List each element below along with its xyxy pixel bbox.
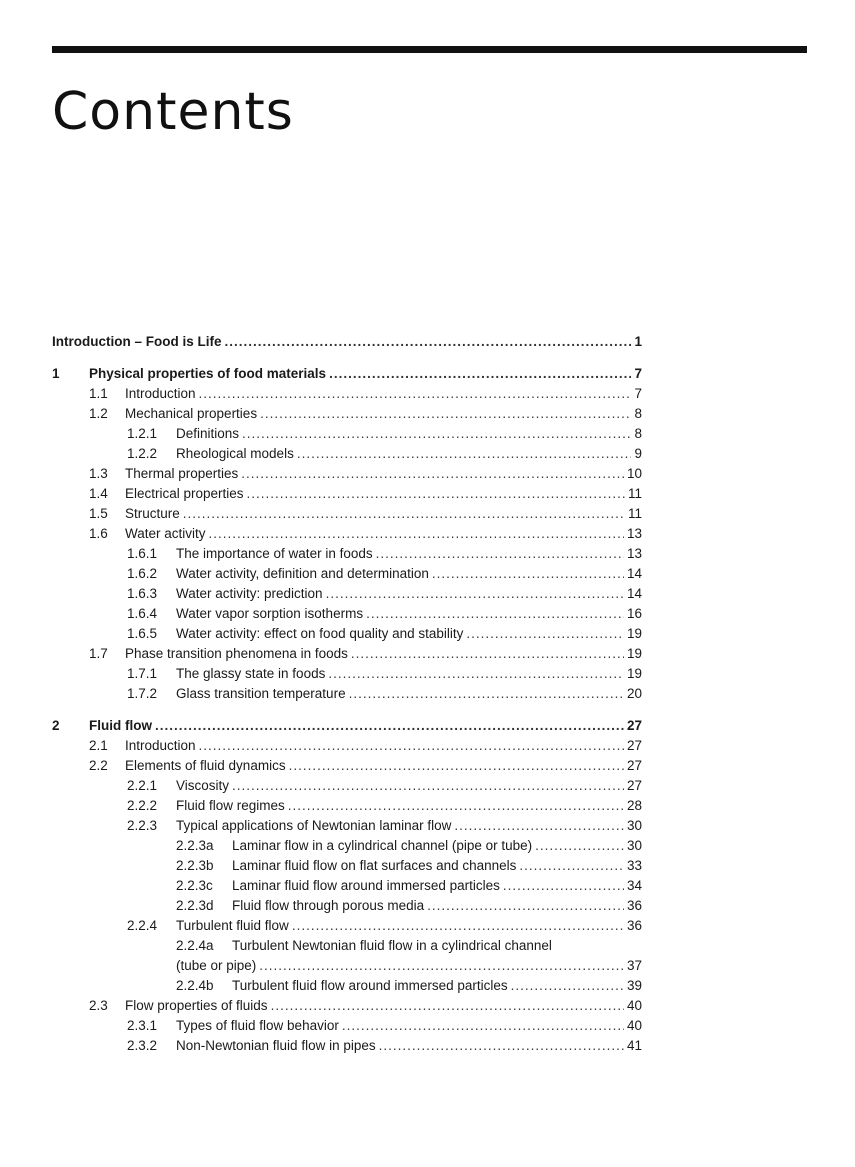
toc-page-number: 39 [626, 978, 642, 993]
toc-page-number: 28 [626, 798, 642, 813]
dot-leader [379, 1036, 624, 1056]
toc-page-number: 14 [626, 566, 642, 581]
dot-leader [351, 644, 624, 664]
dot-leader [199, 736, 624, 756]
toc-entry-title: Fluid flow through porous media [232, 898, 425, 913]
toc-entry-number: 1.5 [89, 506, 108, 521]
toc-entry-title: Water activity [125, 526, 206, 541]
toc-entry-title: Viscosity [176, 778, 230, 793]
toc-entry-title: Fluid flow regimes [176, 798, 285, 813]
dot-leader [342, 1016, 624, 1036]
toc-page-number: 13 [626, 526, 642, 541]
toc-page-number: 37 [626, 958, 642, 973]
toc-page-number: 27 [626, 738, 642, 753]
toc-entry-section [52, 464, 642, 484]
toc-page-number: 36 [626, 918, 642, 933]
dot-leader [366, 604, 624, 624]
toc-entry-chapter-1 [52, 364, 642, 384]
toc-page-number: 10 [626, 466, 642, 481]
toc-entry-title: Elements of fluid dynamics [125, 758, 286, 773]
dot-leader [271, 996, 624, 1016]
toc-entry-title-continued: (tube or pipe) [176, 958, 257, 973]
toc-entry-title: The importance of water in foods [176, 546, 373, 561]
toc-entry-number: 2.2.1 [127, 778, 158, 793]
toc-page-number: 11 [627, 486, 642, 501]
toc-entry-subsection [52, 584, 642, 604]
toc-entry-subsection [52, 1036, 642, 1056]
toc-entry-title: Phase transition phenomena in foods [125, 646, 348, 661]
toc-page-number: 7 [634, 386, 642, 401]
toc-entry-title: Definitions [176, 426, 240, 441]
dot-leader [288, 796, 624, 816]
toc-entry-title: Mechanical properties [125, 406, 258, 421]
toc-entry-number: 1.1 [89, 386, 108, 401]
toc-entry-title: Turbulent fluid flow around immersed particles [232, 978, 508, 993]
page-title: Contents [52, 82, 294, 142]
toc-entry-section [52, 504, 642, 524]
toc-page-number: 33 [626, 858, 642, 873]
toc-entry-subsubsection [52, 936, 642, 956]
top-rule [52, 46, 807, 53]
toc-entry-section [52, 996, 642, 1016]
toc-entry-title: Introduction [125, 738, 196, 753]
toc-page-number: 30 [626, 818, 642, 833]
toc-page-number: 40 [626, 1018, 642, 1033]
toc-entry-number: 1.7.1 [127, 666, 158, 681]
toc-entry-title: Thermal properties [125, 466, 239, 481]
toc-entry-subsection [52, 424, 642, 444]
toc-entry-subsection [52, 664, 642, 684]
toc-entry-number: 2.2.3d [176, 898, 214, 913]
toc-entry-number: 2.2.3b [176, 858, 214, 873]
toc-entry-number: 2.2.3 [127, 818, 158, 833]
dot-leader [225, 332, 632, 352]
toc-page-number: 19 [626, 626, 642, 641]
dot-leader [326, 584, 624, 604]
toc-page-number: 8 [634, 426, 642, 441]
dot-leader [427, 896, 624, 916]
toc-page-number: 7 [634, 366, 642, 381]
dot-leader [289, 756, 624, 776]
toc-entry-title: Rheological models [176, 446, 294, 461]
toc-entry-number: 1.3 [89, 466, 108, 481]
dot-leader [259, 956, 624, 976]
toc-entry-section [52, 484, 642, 504]
toc-entry-subsubsection [52, 976, 642, 996]
toc-page-number: 27 [626, 778, 642, 793]
dot-leader [432, 564, 624, 584]
toc-page-number: 36 [626, 898, 642, 913]
toc-entry-number: 1.7.2 [127, 686, 158, 701]
toc-entry-number: 2.1 [89, 738, 108, 753]
toc-entry-number: 1.7 [89, 646, 108, 661]
toc-entry-title: Turbulent fluid flow [176, 918, 289, 933]
toc-entry-number: 1.6 [89, 526, 108, 541]
toc-entry-subsection [52, 544, 642, 564]
toc-entry-number: 2.3.2 [127, 1038, 158, 1053]
toc-entry-subsection [52, 444, 642, 464]
toc-page-number: 16 [626, 606, 642, 621]
toc-entry-subsection [52, 796, 642, 816]
toc-entry-title: The glassy state in foods [176, 666, 326, 681]
dot-leader [260, 404, 631, 424]
dot-leader [535, 836, 624, 856]
toc-entry-section [52, 756, 642, 776]
toc-page-number: 40 [626, 998, 642, 1013]
toc-entry-subsubsection [52, 836, 642, 856]
dot-leader [199, 384, 632, 404]
toc-entry-title: Water activity: effect on food quality and stability [176, 626, 464, 641]
toc-entry-title: Glass transition temperature [176, 686, 346, 701]
toc-entry-subsection [52, 1016, 642, 1036]
toc-entry-title: Water activity, definition and determination [176, 566, 429, 581]
toc-entry-title: Water vapor sorption isotherms [176, 606, 364, 621]
toc-entry-title: Flow properties of fluids [125, 998, 268, 1013]
toc-page-number: 19 [626, 646, 642, 661]
toc-entry-subsection [52, 564, 642, 584]
toc-entry-number: 1.2.2 [127, 446, 158, 461]
toc-entry-section [52, 644, 642, 664]
toc-page-number: 34 [626, 878, 642, 893]
toc-page-number: 30 [626, 838, 642, 853]
dot-leader [232, 776, 624, 796]
toc-entry-section [52, 384, 642, 404]
dot-leader [241, 464, 624, 484]
toc-entry-number: 1.6.2 [127, 566, 158, 581]
toc-entry-number: 2 [52, 718, 60, 733]
toc-entry-title: Introduction – Food is Life [52, 334, 222, 349]
dot-leader [209, 524, 624, 544]
dot-leader [292, 916, 624, 936]
toc-entry-subsubsection [52, 856, 642, 876]
toc-page-number: 8 [634, 406, 642, 421]
toc-entry-title: Introduction [125, 386, 196, 401]
toc-entry-number: 2.2.4 [127, 918, 158, 933]
toc-entry-subsection [52, 816, 642, 836]
toc-entry-subsection [52, 776, 642, 796]
toc-entry-subsubsection [52, 876, 642, 896]
toc-page-number: 27 [626, 718, 642, 733]
toc-page-number: 19 [626, 666, 642, 681]
toc-entry-subsection [52, 684, 642, 704]
toc-entry-number: 2.2.2 [127, 798, 158, 813]
toc-entry-number: 2.3 [89, 998, 108, 1013]
toc-entry-number: 1.6.5 [127, 626, 158, 641]
toc-entry-number: 1.4 [89, 486, 108, 501]
toc-entry-introduction [52, 332, 642, 352]
dot-leader [247, 484, 625, 504]
toc-entry-title: Fluid flow [89, 718, 152, 733]
toc-page-number: 9 [634, 446, 642, 461]
toc-entry-subsection [52, 916, 642, 936]
toc-page-number: 14 [626, 586, 642, 601]
toc-entry-number: 2.2.3a [176, 838, 214, 853]
dot-leader [376, 544, 624, 564]
table-of-contents [52, 332, 642, 1056]
toc-page-number: 27 [626, 758, 642, 773]
toc-page-number: 20 [626, 686, 642, 701]
toc-entry-title: Laminar flow in a cylindrical channel (pipe or tube) [232, 838, 533, 853]
toc-entry-subsection [52, 624, 642, 644]
toc-entry-number: 1.6.3 [127, 586, 158, 601]
toc-entry-number: 2.2 [89, 758, 108, 773]
toc-entry-number: 2.2.3c [176, 878, 213, 893]
toc-entry-subsubsection [52, 896, 642, 916]
toc-entry-section [52, 736, 642, 756]
dot-leader [183, 504, 625, 524]
toc-entry-title: Non-Newtonian fluid flow in pipes [176, 1038, 376, 1053]
toc-entry-number: 1.6.4 [127, 606, 158, 621]
toc-entry-number: 2.2.4b [176, 978, 214, 993]
dot-leader [454, 816, 624, 836]
dot-leader [503, 876, 624, 896]
dot-leader [155, 716, 624, 736]
toc-entry-title: Laminar fluid flow around immersed particles [232, 878, 500, 893]
toc-entry-number: 1.2.1 [127, 426, 158, 441]
toc-entry-number: 1.6.1 [127, 546, 158, 561]
toc-entry-title: Electrical properties [125, 486, 244, 501]
toc-page-number: 1 [634, 334, 642, 349]
toc-entry-title: Structure [125, 506, 180, 521]
toc-entry-title: Types of fluid flow behavior [176, 1018, 339, 1033]
toc-page-number: 11 [627, 506, 642, 521]
dot-leader [242, 424, 631, 444]
toc-entry-title: Physical properties of food materials [89, 366, 327, 381]
toc-entry-title: Typical applications of Newtonian laminar flow [176, 818, 452, 833]
toc-entry-number: 2.3.1 [127, 1018, 158, 1033]
toc-entry-number: 1 [52, 366, 60, 381]
toc-entry-number: 2.2.4a [176, 938, 214, 953]
toc-entry-title: Laminar fluid flow on flat surfaces and channels [232, 858, 517, 873]
toc-entry-subsection [52, 604, 642, 624]
dot-leader [519, 856, 624, 876]
dot-leader [328, 664, 624, 684]
toc-entry-chapter-2 [52, 716, 642, 736]
toc-entry-title: Turbulent Newtonian fluid flow in a cylindrical channel [232, 938, 552, 953]
dot-leader [297, 444, 632, 464]
toc-entry-continuation [52, 956, 642, 976]
dot-leader [329, 364, 631, 384]
dot-leader [349, 684, 624, 704]
toc-entry-title: Water activity: prediction [176, 586, 323, 601]
toc-page-number: 41 [626, 1038, 642, 1053]
toc-entry-number: 1.2 [89, 406, 108, 421]
dot-leader [466, 624, 624, 644]
toc-page-number: 13 [626, 546, 642, 561]
toc-entry-section [52, 404, 642, 424]
dot-leader [511, 976, 624, 996]
toc-entry-section [52, 524, 642, 544]
